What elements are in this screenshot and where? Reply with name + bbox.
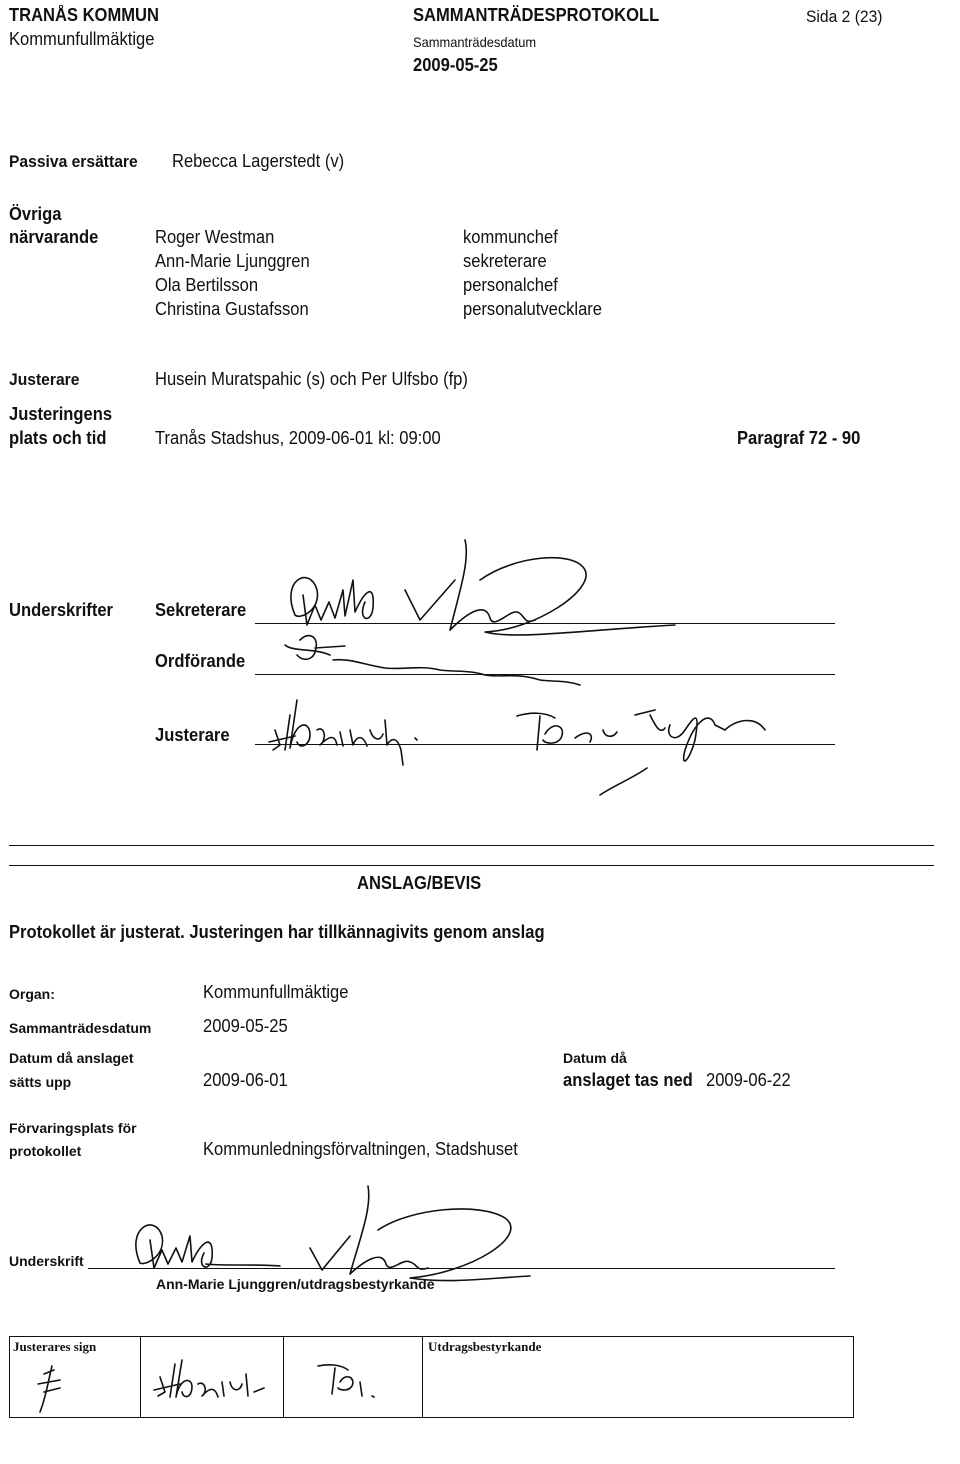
document-title: SAMMANTRÄDESPROTOKOLL xyxy=(413,5,660,25)
organ-label: Organ: xyxy=(9,986,55,1002)
adjuster-label: Justerare xyxy=(155,725,230,745)
passive-substitutes-label: Passiva ersättare xyxy=(9,152,138,171)
secretary-label: Sekreterare xyxy=(155,600,247,620)
removed-date-value: 2009-06-22 xyxy=(706,1070,791,1090)
removed-date-label-2: anslaget tas ned xyxy=(563,1070,693,1090)
posted-date-label-2: sätts upp xyxy=(9,1074,72,1090)
divider-top xyxy=(9,845,934,846)
signatures-label: Underskrifter xyxy=(9,600,114,620)
notice-heading: ANSLAG/BEVIS xyxy=(357,873,482,893)
initials-signatures xyxy=(30,1352,450,1422)
chair-label: Ordförande xyxy=(155,651,246,671)
signature-label: Underskrift xyxy=(9,1253,84,1269)
posted-date-value: 2009-06-01 xyxy=(203,1070,288,1090)
committee-name: Kommunfullmäktige xyxy=(9,29,155,49)
extract-certifier-label: Utdragsbestyrkande xyxy=(428,1339,542,1354)
storage-label-2: protokollet xyxy=(9,1143,82,1159)
others-present-label-1: Övriga xyxy=(9,204,62,224)
attendee-role: kommunchef xyxy=(463,227,558,247)
certifier-signature xyxy=(110,1178,550,1298)
page-number: Sida 2 (23) xyxy=(806,7,883,26)
adjuster-signatures xyxy=(255,690,815,810)
paragraph-range: Paragraf 72 - 90 xyxy=(737,428,861,448)
attendee-name: Ann-Marie Ljunggren xyxy=(155,251,310,271)
attendee-name: Christina Gustafsson xyxy=(155,299,309,319)
meeting-date-label: Sammanträdesdatum xyxy=(413,34,537,50)
organ-value: Kommunfullmäktige xyxy=(203,982,349,1002)
adjust-place-value: Tranås Stadshus, 2009-06-01 kl: 09:00 xyxy=(155,428,441,448)
notice-statement: Protokollet är justerat. Justeringen har tillkännagivits genom anslag xyxy=(9,922,545,942)
adjust-place-label-2: plats och tid xyxy=(9,428,107,448)
adjusters-sign-label: Justerares sign xyxy=(13,1339,97,1354)
secretary-signature xyxy=(255,520,715,690)
adjusters-value: Husein Muratspahic (s) och Per Ulfsbo (fp) xyxy=(155,369,468,389)
meeting-date: 2009-05-25 xyxy=(413,55,498,75)
storage-value: Kommunledningsförvaltningen, Stadshuset xyxy=(203,1139,518,1159)
attendee-role: sekreterare xyxy=(463,251,547,271)
attendee-name: Ola Bertilsson xyxy=(155,275,259,295)
organization-name: TRANÅS KOMMUN xyxy=(9,5,159,25)
others-present-label-2: närvarande xyxy=(9,227,99,247)
attendee-role: personalutvecklare xyxy=(463,299,603,319)
storage-label-1: Förvaringsplats för xyxy=(9,1120,137,1136)
divider-bottom xyxy=(9,865,934,866)
attendee-role: personalchef xyxy=(463,275,558,295)
passive-substitutes-value: Rebecca Lagerstedt (v) xyxy=(172,151,345,171)
meeting-date-label-2: Sammanträdesdatum xyxy=(9,1020,152,1036)
adjust-place-label-1: Justeringens xyxy=(9,404,113,424)
meeting-date-value-2: 2009-05-25 xyxy=(203,1016,288,1036)
removed-date-label-1: Datum då xyxy=(563,1050,627,1066)
posted-date-label-1: Datum då anslaget xyxy=(9,1050,134,1066)
attendee-name: Roger Westman xyxy=(155,227,275,247)
signer-name: Ann-Marie Ljunggren/utdragsbestyrkande xyxy=(156,1276,435,1292)
adjusters-label: Justerare xyxy=(9,370,80,389)
